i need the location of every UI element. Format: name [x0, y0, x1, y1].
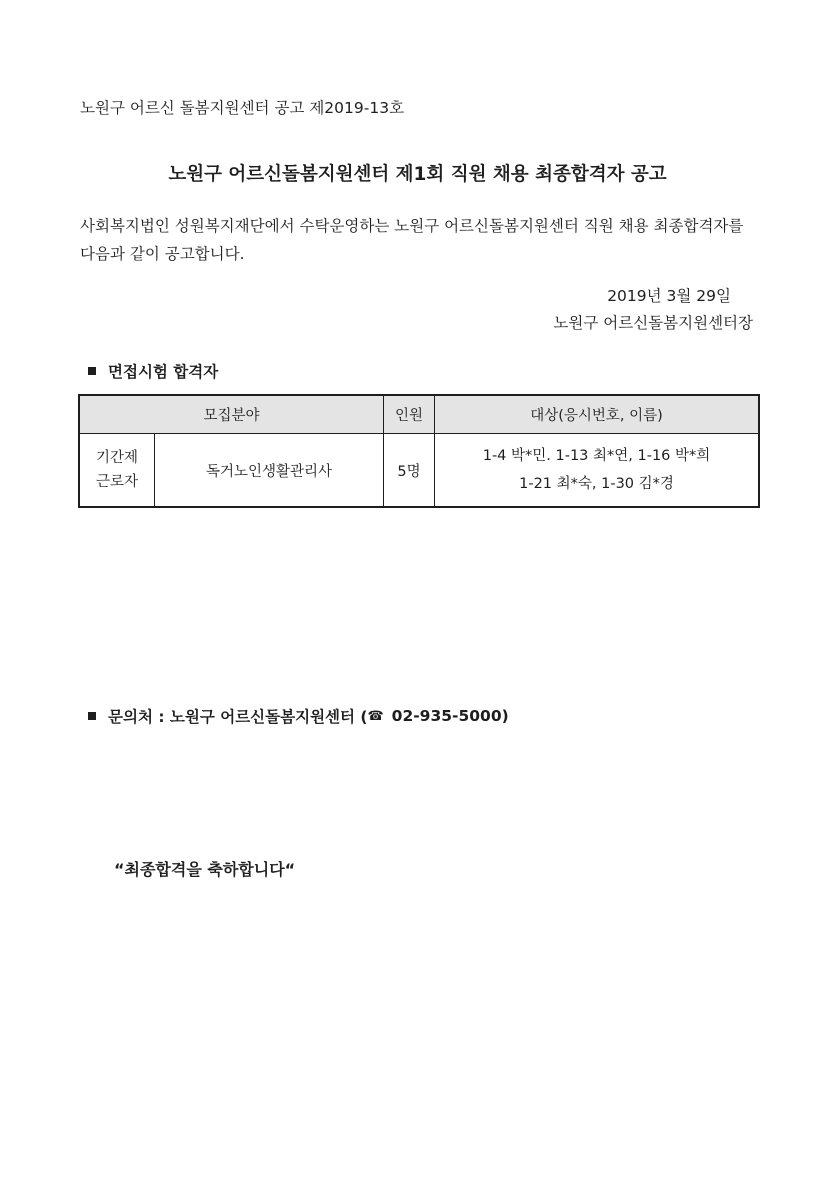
passers-table — [78, 394, 760, 508]
closing-message: “최종합격을 축하합니다“ — [114, 860, 296, 879]
intro-line-1: 사회복지법인 성원복지재단에서 수탁운영하는 노원구 어르신돌봄지원센터 직원 채용 최종합격자를 — [80, 217, 744, 235]
cell-targets — [435, 434, 760, 508]
issuer-name: 노원구 어르신돌봄지원센터장 — [553, 314, 753, 332]
targets-line-1: 1-4 박*민. 1-13 최*연, 1-16 박*희 — [482, 448, 711, 464]
targets-line-2: 1-21 최*숙, 1-30 김*경 — [519, 476, 674, 492]
page-title: 노원구 어르신돌봄지원센터 제1회 직원 채용 최종합격자 공고 — [168, 164, 667, 185]
cell-count: 5명 — [384, 434, 435, 508]
cell-employment-type — [79, 434, 155, 508]
notice-number: 노원구 어르신 돌봄지원센터 공고 제2019-13호 — [80, 99, 405, 117]
employment-type-line-1: 기간제 — [95, 450, 139, 466]
intro-line-2: 다음과 같이 공고합니다. — [80, 245, 245, 263]
issue-date: 2019년 3월 29일 — [607, 287, 731, 305]
cell-field: 독거노인생활관리사 — [155, 434, 384, 508]
table-header-row — [79, 395, 759, 434]
section-heading-passers — [88, 360, 218, 382]
header-targets: 대상(응시번호, 이름) — [435, 395, 760, 434]
employment-type-line-2: 근로자 — [95, 474, 139, 490]
section-heading-label: 면접시험 합격자 — [108, 363, 219, 381]
telephone-icon: ☎ — [367, 708, 384, 724]
contact-label: 문의처 : 노원구 어르신돌봄지원센터 ( — [108, 708, 368, 726]
header-count: 인원 — [384, 395, 435, 434]
square-bullet-icon — [88, 367, 96, 375]
contact-phone: 02-935-5000) — [391, 707, 509, 725]
table-row — [79, 434, 759, 508]
header-field: 모집분야 — [79, 395, 384, 434]
square-bullet-icon — [88, 712, 96, 720]
contact-line — [88, 705, 509, 727]
